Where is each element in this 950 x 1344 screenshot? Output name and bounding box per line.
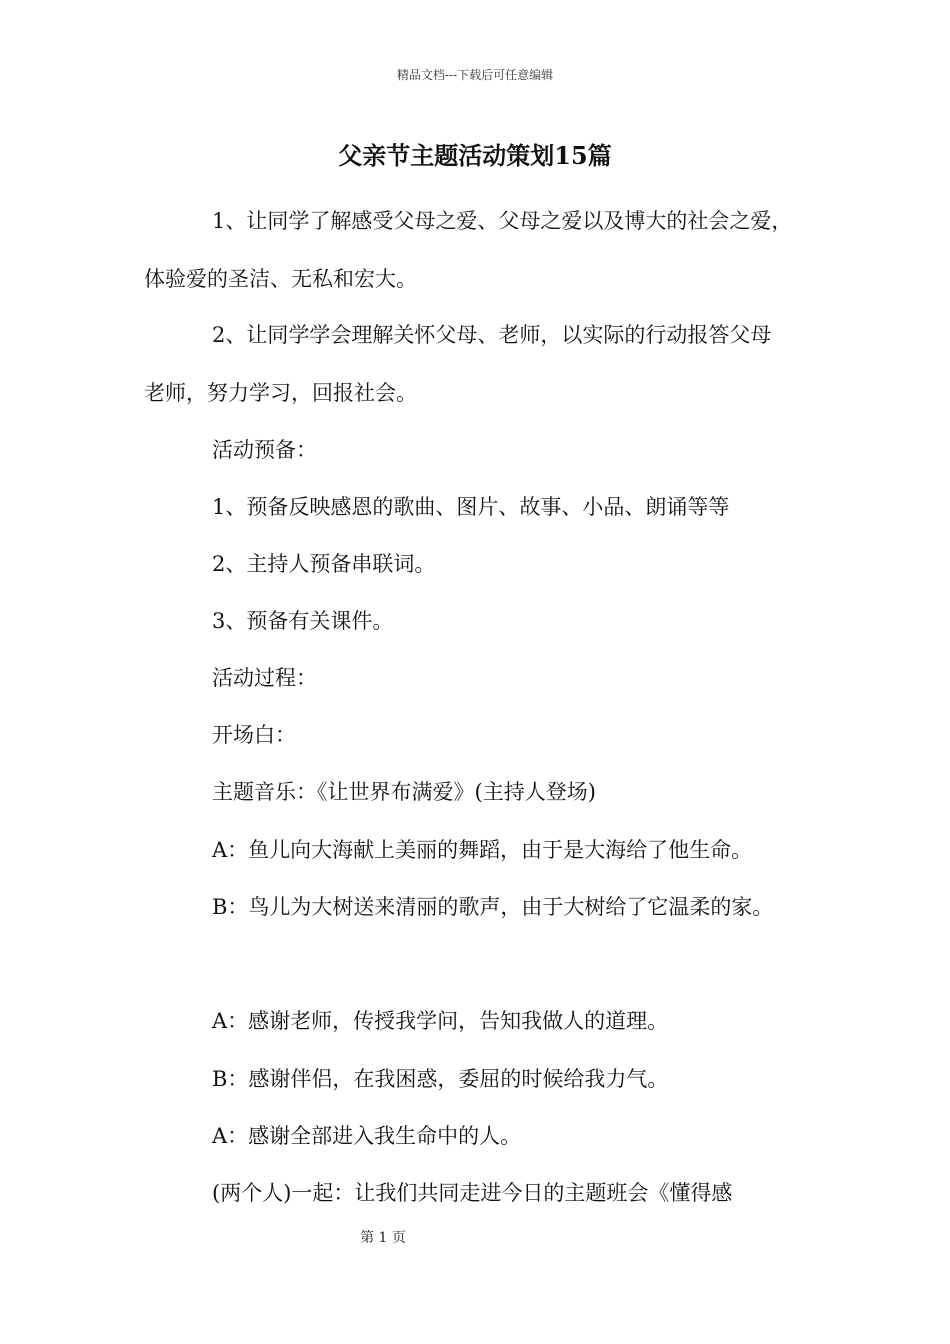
paragraph-line: 老师，努力学习，回报社会。 [144,381,417,405]
page-number: 第 1 页 [360,1230,406,1246]
paragraph-line: 主题音乐：《让世界布满爱》(主持人登场) [212,780,596,804]
dialogue-line: B：感谢伴侣，在我困惑，委屈的时候给我力气。 [212,1067,669,1091]
dialogue-line: A：感谢老师，传授我学问，告知我做人的道理。 [212,1009,669,1033]
dialogue-line: A：鱼儿向大海献上美丽的舞蹈，由于是大海给了他生命。 [212,838,753,862]
dialogue-line: B：鸟儿为大树送来清丽的歌声，由于大树给了它温柔的家。 [212,895,774,919]
dialogue-line: A：感谢全部进入我生命中的人。 [212,1124,522,1148]
list-item: 3、预备有关课件。 [212,609,394,633]
page-header: 精品文档---下载后可任意编辑 [396,68,554,82]
list-item: 1、预备反映感恩的歌曲、图片、故事、小品、朗诵等等 [212,495,730,519]
section-heading: 活动过程： [212,666,317,690]
section-heading: 开场白： [212,723,296,747]
dialogue-line: (两个人)一起：让我们共同走进今日的主题班会《懂得感 [212,1181,733,1205]
paragraph-line: 2、让同学学会理解关怀父母、老师，以实际的行动报答父母 [212,323,772,347]
section-heading: 活动预备： [212,438,317,462]
list-item: 2、主持人预备串联词。 [212,552,436,576]
paragraph-line: 体验爱的圣洁、无私和宏大。 [144,267,417,291]
document-title: 父亲节主题活动策划15篇 [338,141,612,170]
paragraph-line: 1、让同学了解感受父母之爱、父母之爱以及博大的社会之爱， [212,209,793,233]
